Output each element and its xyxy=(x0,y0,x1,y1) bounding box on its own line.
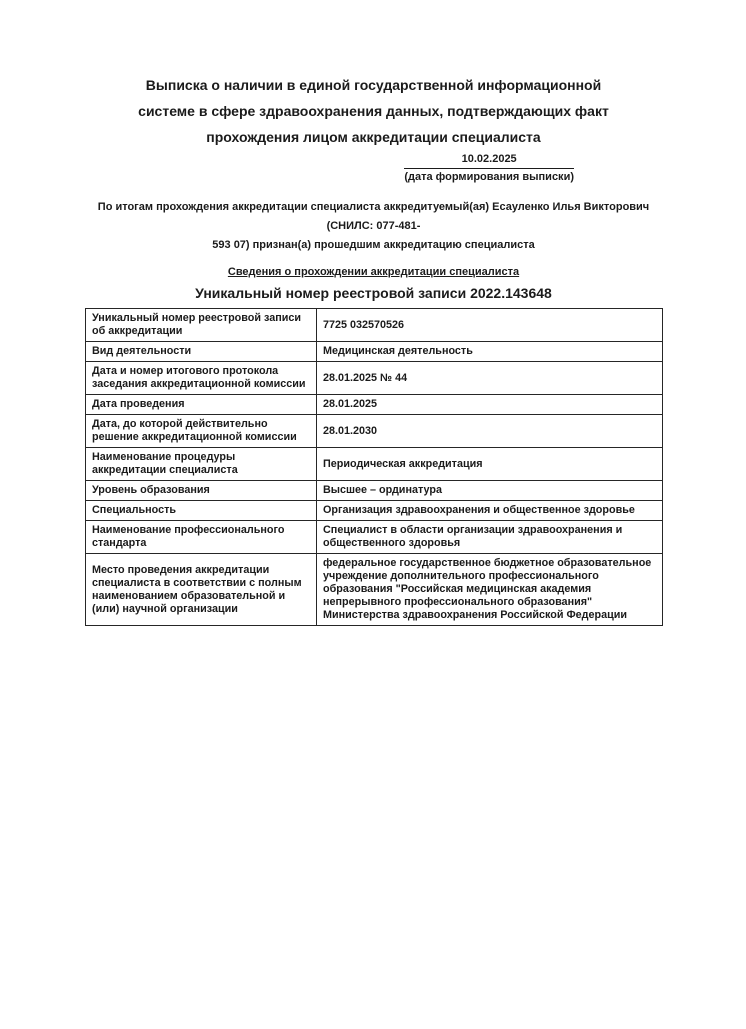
table-row xyxy=(86,448,663,481)
row-label-cell: Наименование процедуры аккредитации специалиста xyxy=(86,448,317,481)
issue-date-value: 10.02.2025 xyxy=(404,152,574,169)
row-label-cell: Наименование профессионального стандарта xyxy=(86,521,317,554)
row-label-cell: Уникальный номер реестровой записи об аккредитации xyxy=(86,309,317,342)
row-label-cell: Специальность xyxy=(86,501,317,521)
table-row xyxy=(86,481,663,501)
row-value-cell: Специалист в области организации здравоохранения и общественного здоровья xyxy=(317,521,663,554)
issue-date-block xyxy=(404,152,574,184)
row-label-cell: Дата и номер итогового протокола заседания аккредитационной комиссии xyxy=(86,362,317,395)
row-value-cell: 28.01.2025 № 44 xyxy=(317,362,663,395)
table-row xyxy=(86,501,663,521)
row-label-cell: Место проведения аккредитации специалиста в соответствии с полным наименованием образовательной и (или) научной организации xyxy=(86,554,317,626)
row-value-cell: федеральное государственное бюджетное образовательное учреждение дополнительного профессионального образования "Российская медицинская академия непрерывного профессионального образования" Министерства здравоохранения Российской Федерации xyxy=(317,554,663,626)
row-value-cell: Медицинская деятельность xyxy=(317,342,663,362)
document-title-line-1: Выписка о наличии в единой государственной информационной xyxy=(145,77,602,93)
intro-line-1: По итогам прохождения аккредитации специалиста аккредитуемый(ая) Есауленко Илья Викторович (СНИЛС: 077-481- xyxy=(97,201,650,232)
document-title-line-3: прохождения лицом аккредитации специалиста xyxy=(206,129,541,145)
intro-paragraph xyxy=(85,198,662,255)
table-row xyxy=(86,554,663,626)
row-value-cell: Высшее – ординатура xyxy=(317,481,663,501)
table-row xyxy=(86,415,663,448)
table-row xyxy=(86,342,663,362)
issue-date-caption: (дата формирования выписки) xyxy=(404,171,574,183)
row-label-cell: Дата, до которой действительно решение аккредитационной комиссии xyxy=(86,415,317,448)
row-label-cell: Вид деятельности xyxy=(86,342,317,362)
row-label-cell: Уровень образования xyxy=(86,481,317,501)
table-row xyxy=(86,521,663,554)
section-heading: Сведения о прохождении аккредитации специалиста xyxy=(227,266,520,278)
table-row xyxy=(86,362,663,395)
table-row xyxy=(86,395,663,415)
document-title-line-2: системе в сфере здравоохранения данных, подтверждающих факт xyxy=(138,103,609,119)
row-value-cell: Периодическая аккредитация xyxy=(317,448,663,481)
row-value-cell: Организация здравоохранения и общественное здоровье xyxy=(317,501,663,521)
row-value-cell: 28.01.2030 xyxy=(317,415,663,448)
intro-line-2: 593 07) признан(а) прошедшим аккредитацию специалиста xyxy=(212,239,535,251)
row-value-cell: 7725 032570526 xyxy=(317,309,663,342)
table-row xyxy=(86,309,663,342)
row-value-cell: 28.01.2025 xyxy=(317,395,663,415)
accreditation-table xyxy=(85,308,663,626)
record-number-heading: Уникальный номер реестровой записи 2022.143648 xyxy=(195,285,552,301)
row-label-cell: Дата проведения xyxy=(86,395,317,415)
document-title xyxy=(85,72,662,150)
